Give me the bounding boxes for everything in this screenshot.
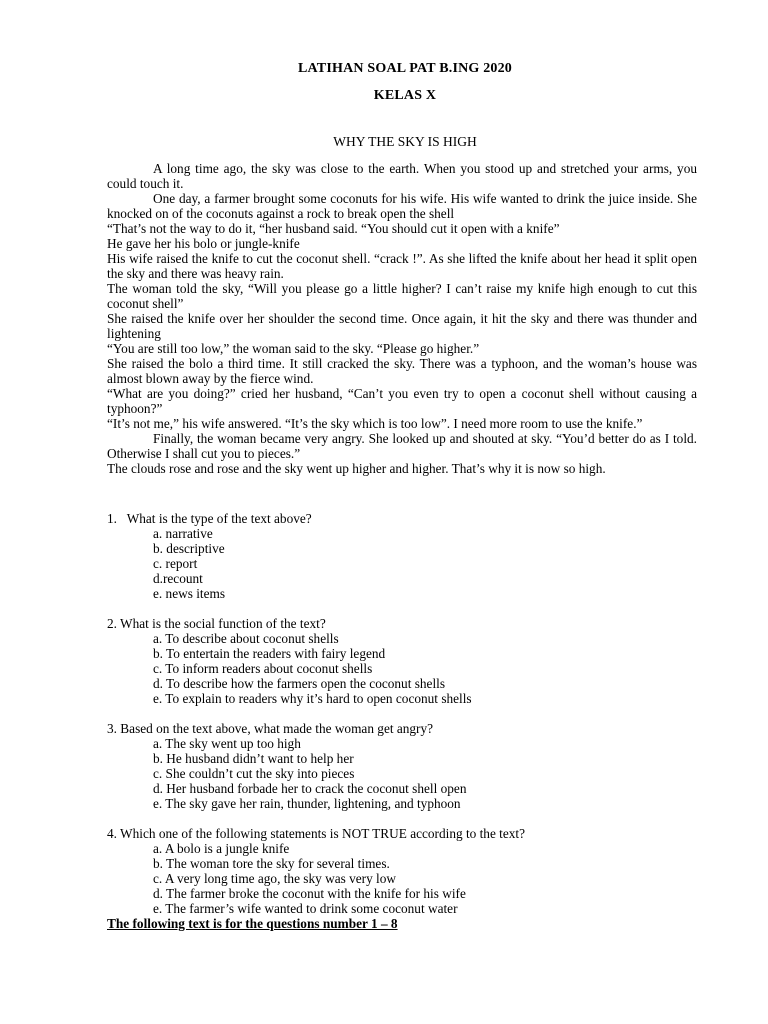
story-paragraph: She raised the bolo a third time. It still cracked the sky. There was a typhoon, and the woman’s house was almost blown away by the fierce wind.	[107, 356, 697, 386]
answer-option: d. The farmer broke the coconut with the knife for his wife	[153, 886, 466, 901]
answer-option: d. To describe how the farmers open the coconut shells	[153, 676, 446, 691]
story-paragraph: He gave her his bolo or jungle-knife	[107, 236, 300, 251]
answer-option: b. descriptive	[153, 541, 225, 556]
question-stem: 3. Based on the text above, what made the woman get angry?	[107, 721, 434, 736]
question-list	[107, 511, 697, 931]
answer-options	[107, 526, 697, 601]
story-paragraph: “That’s not the way to do it, “her husband said. “You should cut it open with a knife”	[107, 221, 560, 236]
answer-option: d.recount	[153, 571, 203, 586]
question-stem: 2. What is the social function of the text?	[107, 616, 326, 631]
answer-option: a. The sky went up too high	[153, 736, 301, 751]
story-paragraph: The woman told the sky, “Will you please go a little higher? I can’t raise my knife high enough to cut this coconut shell”	[107, 281, 697, 311]
question-block	[107, 721, 697, 811]
answer-option: e. To explain to readers why it’s hard to open coconut shells	[153, 691, 472, 706]
answer-option: c. To inform readers about coconut shells	[153, 661, 373, 676]
class-label: KELAS X	[373, 88, 437, 103]
question-block	[107, 511, 697, 601]
answer-options	[107, 736, 697, 811]
answer-options	[107, 841, 697, 916]
question-stem: 1. What is the type of the text above?	[107, 511, 312, 526]
story-paragraph: She raised the knife over her shoulder the second time. Once again, it hit the sky and there was thunder and lightening	[107, 311, 697, 341]
answer-option: a. narrative	[153, 526, 213, 541]
answer-option: c. A very long time ago, the sky was very low	[153, 871, 396, 886]
question-block	[107, 616, 697, 706]
story-paragraph: “It’s not me,” his wife answered. “It’s the sky which is too low”. I need more room to use the knife.”	[107, 416, 643, 431]
document-title: LATIHAN SOAL PAT B.ING 2020	[297, 61, 512, 76]
answer-option: c. She couldn’t cut the sky into pieces	[153, 766, 355, 781]
story-paragraph: “What are you doing?” cried her husband, “Can’t you even try to open a coconut shell without causing a typhoon?”	[107, 386, 697, 416]
story-paragraph: One day, a farmer brought some coconuts for his wife. His wife wanted to drink the juice inside. She knocked on of the coconuts against a rock to break open the shell	[107, 191, 697, 221]
answer-options	[107, 631, 697, 706]
answer-option: d. Her husband forbade her to crack the coconut shell open	[153, 781, 467, 796]
story-paragraph: His wife raised the knife to cut the coconut shell. “crack !”. As she lifted the knife about her head it split open the sky and there was heavy rain.	[107, 251, 697, 281]
story-paragraph: “You are still too low,” the woman said to the sky. “Please go higher.”	[107, 341, 480, 356]
question-stem: 4. Which one of the following statements is NOT TRUE according to the text?	[107, 826, 526, 841]
answer-option: b. To entertain the readers with fairy legend	[153, 646, 386, 661]
section-note: The following text is for the questions number 1 – 8	[107, 916, 398, 931]
answer-option: c. report	[153, 556, 198, 571]
answer-option: e. The farmer’s wife wanted to drink some coconut water	[153, 901, 458, 916]
story-paragraph: The clouds rose and rose and the sky went up higher and higher. That’s why it is now so high.	[107, 461, 606, 476]
story-paragraph: Finally, the woman became very angry. She looked up and shouted at sky. “You’d better do as I told. Otherwise I shall cut you to pieces.”	[107, 431, 697, 461]
story-text	[107, 161, 697, 476]
answer-option: b. He husband didn’t want to help her	[153, 751, 354, 766]
answer-option: a. A bolo is a jungle knife	[153, 841, 290, 856]
answer-option: e. news items	[153, 586, 226, 601]
answer-option: e. The sky gave her rain, thunder, lightening, and typhoon	[153, 796, 461, 811]
question-block	[107, 826, 697, 916]
answer-option: a. To describe about coconut shells	[153, 631, 339, 646]
story-paragraph: A long time ago, the sky was close to the earth. When you stood up and stretched your arms, you could touch it.	[107, 161, 697, 191]
answer-option: b. The woman tore the sky for several times.	[153, 856, 390, 871]
story-title: WHY THE SKY IS HIGH	[333, 134, 477, 149]
